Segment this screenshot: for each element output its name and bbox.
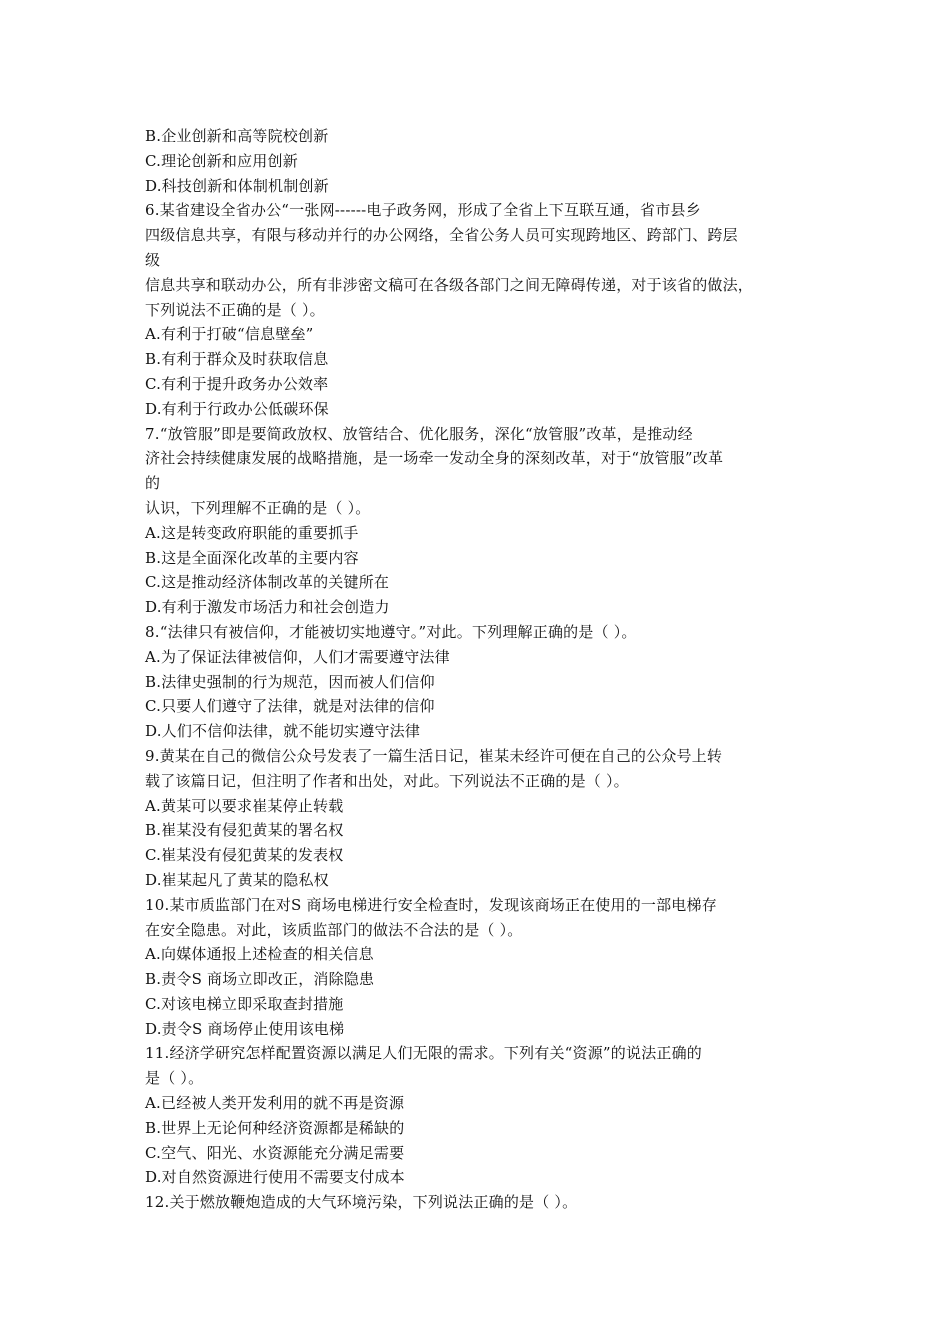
text-line: 6.某省建设全省办公“一张网------电子政务网，形成了全省上下互联互通，省市县乡 bbox=[145, 201, 701, 220]
text-line: D.有利于激发市场活力和社会创造力 bbox=[145, 598, 390, 617]
text-line: 认识，下列理解不正确的是（ ）。 bbox=[145, 498, 371, 517]
text-line: 是（ ）。 bbox=[145, 1069, 204, 1088]
text-line: 济社会持续健康发展的战略措施，是一场牵一发动全身的深刻改革，对于“放管服”改革 bbox=[145, 449, 724, 468]
text-line: B.企业创新和高等院校创新 bbox=[145, 127, 329, 145]
text-line: A.向媒体通报上述检查的相关信息 bbox=[145, 945, 374, 964]
text-line: B.法律史强制的行为规范，因而被人们信仰 bbox=[145, 672, 435, 691]
text-line: A.有利于打破“信息壁垒” bbox=[145, 325, 314, 344]
text-line: C.对该电梯立即采取查封措施 bbox=[145, 994, 344, 1013]
text-line: 12.关于燃放鞭炮造成的大气环境污染，下列说法正确的是（ ）。 bbox=[145, 1193, 578, 1212]
text-line: 的 bbox=[145, 474, 161, 493]
text-line: 载了该篇日记，但注明了作者和出处，对此。下列说法不正确的是（ ）。 bbox=[145, 771, 629, 790]
text-line: 11.经济学研究怎样配置资源以满足人们无限的需求。下列有关“资源”的说法正确的 bbox=[145, 1044, 702, 1063]
text-line: 10.某市质监部门在对S 商场电梯进行安全检查时，发现该商场正在使用的一部电梯存 bbox=[145, 895, 717, 914]
text-line: C.有利于提升政务办公效率 bbox=[145, 374, 329, 393]
text-line: D.崔某起凡了黄某的隐私权 bbox=[145, 870, 329, 889]
text-line: 四级信息共享，有限与移动并行的办公网络，全省公务人员可实现跨地区、跨部门、跨层 bbox=[145, 226, 738, 245]
text-line: B.这是全面深化改革的主要内容 bbox=[145, 548, 359, 567]
text-line: C.空气、阳光、水资源能充分满足需要 bbox=[145, 1143, 405, 1162]
text-line: A.为了保证法律被信仰，人们才需要遵守法律 bbox=[145, 647, 450, 666]
text-line: C.只要人们遵守了法律，就是对法律的信仰 bbox=[145, 697, 435, 716]
text-line: C.这是推动经济体制改革的关键所在 bbox=[145, 573, 390, 592]
text-line: 信息共享和联动办公，所有非涉密文稿可在各级各部门之间无障碍传递，对于该省的做法， bbox=[145, 275, 754, 294]
text-line: D.有利于行政办公低碳环保 bbox=[145, 399, 329, 418]
text-line: D.科技创新和体制机制创新 bbox=[145, 176, 329, 195]
text-line: 下列说法不正确的是（ ）。 bbox=[145, 300, 325, 319]
text-line: B.世界上无论何种经济资源都是稀缺的 bbox=[145, 1118, 405, 1137]
text-line: 级 bbox=[145, 250, 161, 269]
text-line: B.崔某没有侵犯黄某的署名权 bbox=[145, 821, 344, 840]
text-line: 7.“放管服”即是要简政放权、放管结合、优化服务，深化“放管服”改革，是推动经 bbox=[145, 424, 693, 443]
text-line: 9.黄某在自己的微信公众号发表了一篇生活日记，崔某未经许可便在自己的公众号上转 bbox=[145, 746, 723, 765]
text-line: A.黄某可以要求崔某停止转载 bbox=[145, 796, 344, 815]
text-line: 在安全隐患。对此，该质监部门的做法不合法的是（ ）。 bbox=[145, 920, 523, 939]
text-line: A.已经被人类开发利用的就不再是资源 bbox=[145, 1094, 405, 1113]
text-line: C.崔某没有侵犯黄某的发表权 bbox=[145, 846, 344, 865]
question-text-block bbox=[145, 124, 825, 1215]
text-line: A.这是转变政府职能的重要抓手 bbox=[145, 523, 359, 542]
text-line: D.人们不信仰法律，就不能切实遵守法律 bbox=[145, 722, 421, 741]
text-line: B.责令S 商场立即改正，消除隐患 bbox=[145, 970, 375, 989]
text-line: D.责令S 商场停止使用该电梯 bbox=[145, 1019, 345, 1038]
text-line: D.对自然资源进行使用不需要支付成本 bbox=[145, 1168, 405, 1187]
text-line: B.有利于群众及时获取信息 bbox=[145, 350, 329, 369]
text-line: C.理论创新和应用创新 bbox=[145, 151, 298, 170]
text-line: 8.“法律只有被信仰，才能被切实地遵守。”对此。下列理解正确的是（ ）。 bbox=[145, 622, 637, 641]
